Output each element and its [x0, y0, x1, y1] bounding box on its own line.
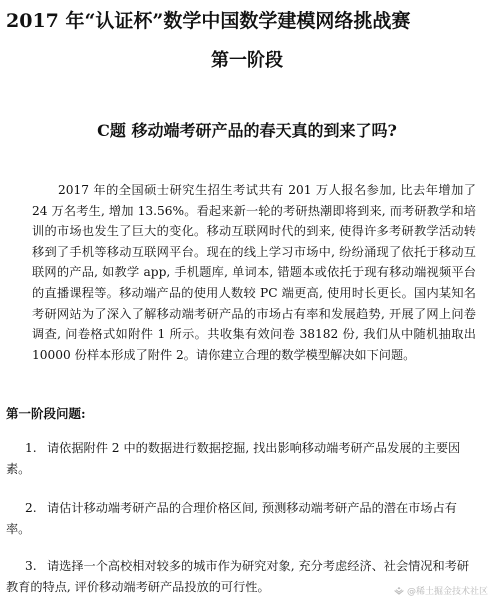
question-1	[6, 438, 476, 479]
intro-paragraph: 2017 年的全国硕士研究生招生考试共有 201 万人报名参加, 比去年增加了 24 万名考生, 增加 13.56%。看起来新一轮的考研热潮即将到来, 而考研教学和培训的市场也发生了巨大的变化。移动互联网时代的到来, 使得许多考研教学活动转移到了手机等移动互联网平台。现在的线上学习市场中, 纷纷涌现了依托于移动互联网的产品, 如教学 app, 手机题库, 单词本, 错题本或依托于现有移动端视频平台的直播课程等。移动端产品的使用人数较 PC 端更高, 使用时长更长。国内某知名考研网站为了深入了解移动端考研产品的市场占有率和发展趋势, 开展了网上问卷调查, 问卷格式如附件 1 所示。共收集有效问卷 38182 份, 我们从中随机抽取出 10000 份样本形成了附件 2。请你建立合理的数学模型解决如下问题。	[32, 183, 476, 362]
stage-title: 第一阶段	[211, 50, 283, 71]
question-number: 3.	[25, 559, 37, 573]
question-text: 请依据附件 2 中的数据进行数据挖掘, 找出影响移动端考研产品发展的主要因素。	[6, 441, 461, 476]
question-text: 请估计移动端考研产品的合理价格区间, 预测移动端考研产品的潜在市场占有率。	[6, 501, 457, 536]
question-2	[6, 498, 476, 539]
question-number: 2.	[25, 501, 37, 515]
questions-heading: 第一阶段问题:	[6, 406, 86, 421]
problem-title: C题 移动端考研产品的春天真的到来了吗?	[97, 121, 397, 140]
juejin-logo-icon	[394, 586, 404, 596]
competition-title: 2017 年“认证杯”数学中国数学建模网络挑战赛	[6, 10, 411, 32]
question-text: 请选择一个高校相对较多的城市作为研究对象, 充分考虑经济、社会情况和考研教育的特点, 评价移动端考研产品投放的可行性。	[6, 559, 470, 594]
question-number: 1.	[25, 441, 37, 455]
watermark	[394, 584, 488, 597]
watermark-text: @稀土掘金技术社区	[406, 587, 488, 597]
